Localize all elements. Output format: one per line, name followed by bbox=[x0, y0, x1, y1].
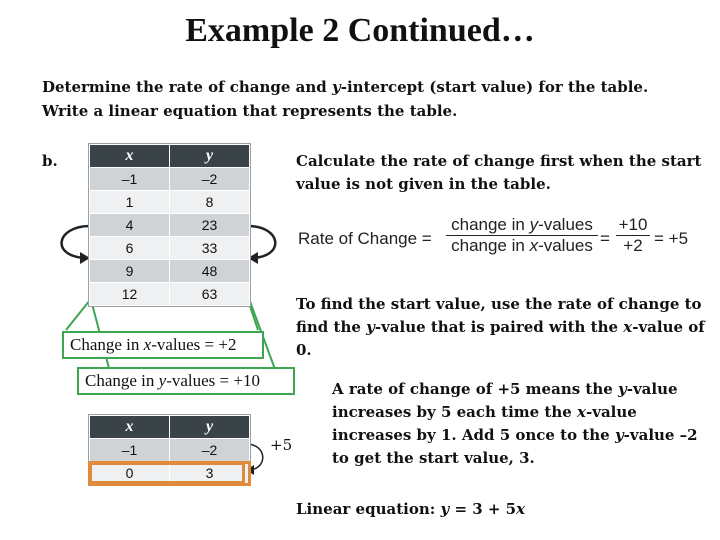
change-in-y-box: Change in y-values = +10 bbox=[77, 367, 295, 395]
rate-explanation-note: A rate of change of +5 means the y-value increases by 5 each time the x-value increases by 1. Add 5 once to the y-value –2 to get the start value, 3. bbox=[332, 380, 698, 467]
calc-note: Calculate the rate of change first when the start value is not given in the table. bbox=[296, 152, 702, 193]
header-x: x bbox=[90, 416, 170, 439]
table-row bbox=[90, 168, 250, 191]
start-value-highlight bbox=[88, 462, 245, 484]
formula-denominator: change in x-values bbox=[446, 235, 598, 256]
cell-x: 0 bbox=[90, 462, 170, 485]
cell-y: 3 bbox=[170, 462, 250, 485]
left-curved-arrow-icon bbox=[62, 226, 90, 258]
cell-y: 33 bbox=[170, 237, 250, 260]
cell-y: 8 bbox=[170, 191, 250, 214]
table-header-row bbox=[90, 145, 250, 168]
table-row bbox=[90, 191, 250, 214]
table-row bbox=[90, 439, 250, 462]
cell-x: 4 bbox=[90, 214, 170, 237]
main-table bbox=[89, 144, 250, 306]
table-row bbox=[90, 260, 250, 283]
cell-x: 6 bbox=[90, 237, 170, 260]
table-header-row bbox=[90, 416, 250, 439]
instruction-line-1: Determine the rate of change and y-intercept (start value) for the table. bbox=[42, 78, 649, 96]
linear-equation: Linear equation: y = 3 + 5x bbox=[296, 500, 526, 518]
formula-equals: = bbox=[600, 229, 610, 248]
change-in-x-box: Change in x-values = +2 bbox=[62, 331, 264, 359]
formula-fraction-1 bbox=[446, 215, 598, 256]
right-curved-arrow-icon bbox=[248, 226, 275, 258]
cell-y: 63 bbox=[170, 283, 250, 306]
green-connector-left-x bbox=[66, 300, 90, 330]
table-row bbox=[90, 214, 250, 237]
plus5-label: +5 bbox=[270, 436, 293, 454]
formula-numerator: change in y-values bbox=[451, 215, 593, 234]
cell-x: –1 bbox=[90, 439, 170, 462]
instruction-line-2: Write a linear equation that represents the table. bbox=[42, 102, 458, 120]
table-row bbox=[90, 237, 250, 260]
cell-x: 1 bbox=[90, 191, 170, 214]
header-x: x bbox=[90, 145, 170, 168]
main-table-container bbox=[88, 143, 251, 307]
cell-y: –2 bbox=[170, 439, 250, 462]
formula-result: = +5 bbox=[654, 229, 689, 248]
cell-x: –1 bbox=[90, 168, 170, 191]
cell-x: 12 bbox=[90, 283, 170, 306]
cell-y: 48 bbox=[170, 260, 250, 283]
cell-x: 9 bbox=[90, 260, 170, 283]
formula-lhs: Rate of Change = bbox=[298, 229, 432, 248]
cell-y: –2 bbox=[170, 168, 250, 191]
header-y: y bbox=[170, 145, 250, 168]
formula-numerator-value: +10 bbox=[618, 215, 648, 234]
formula-fraction-2 bbox=[616, 215, 650, 256]
part-label: b. bbox=[42, 152, 58, 170]
rate-formula bbox=[298, 215, 698, 265]
header-y: y bbox=[170, 416, 250, 439]
cell-y: 23 bbox=[170, 214, 250, 237]
table-row bbox=[90, 283, 250, 306]
page-title: Example 2 Continued… bbox=[185, 12, 535, 49]
formula-denominator-value: +2 bbox=[616, 235, 650, 256]
start-value-note: To find the start value, use the rate of change to find the y-value that is paired with the x-value of 0. bbox=[296, 295, 705, 359]
